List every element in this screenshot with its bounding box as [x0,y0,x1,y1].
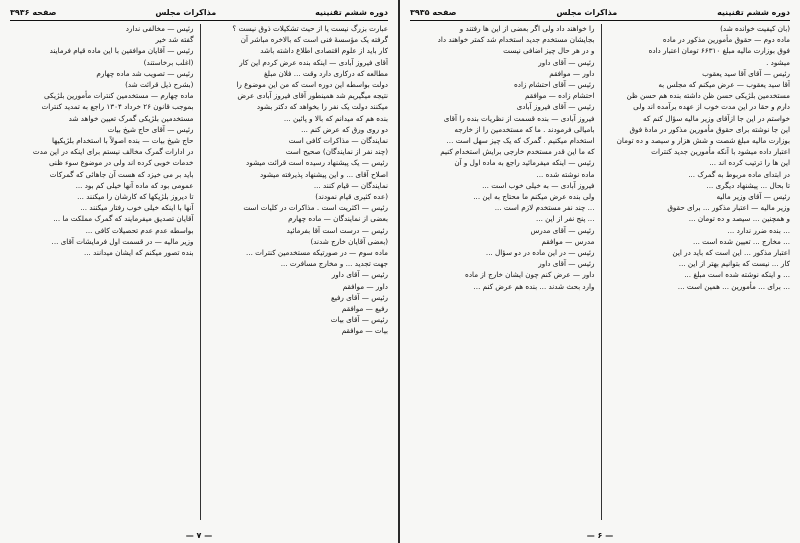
right-page-col-left [410,24,595,520]
text-line: رئیس — آقای رفیع [331,292,388,302]
text-line: آنها با اینکه خیلی خوب رفتار میکنند ... [80,203,194,213]
text-line: (بان کیفیت خوانده شد) [720,24,790,33]
text-line: را خواهند داد ولی اگر بعضی از این ها رفتند و [459,24,595,33]
right-page [400,0,800,543]
left-header-right: دوره ششم تقنینیه [315,7,388,17]
text-line: حاج شیخ بیات — بنده اصولاً با استخدام بلژیکیها [51,136,194,146]
left-page-number: — ۷ — [185,531,213,540]
text-line: بجایشان مستخدم جدید استخدام شد کمتر خواهند داد [437,35,595,45]
text-line: کار باید از علوم اقتصادی اطلاع داشته باشد [260,46,388,56]
text-line: میشود . [766,57,790,67]
text-line: ... بنده ضرر ندارد ... [727,225,790,235]
right-header-page-label: صفحه ۳۹۳۵ [410,7,457,17]
left-header-page-label: صفحه ۳۹۳۶ [10,7,57,17]
text-line: تا بحال ... پیشنهاد دیگری ... [706,180,790,190]
text-line: اصلاح آقای ... و این پیشنهاد پذیرفته میشود [259,169,388,179]
text-line: در ادارات گمرک مخالف نیستم برای اینکه در این مدت [32,147,194,157]
text-line: رئیس — اکثریت است . مذاکرات در کلیات است [243,203,388,213]
text-line: گفته شد خیر [155,35,194,45]
text-line: رئیس — آقایان موافقین با این ماده قیام فرمایند [49,46,194,56]
text-line: مستخدمین بلژیکی حسن ظن داشته بنده هم حسن ظن [626,91,790,101]
text-line: نمایندگان — مذاکرات کافی است [288,136,388,146]
left-page-col-right [200,24,389,520]
left-page-header [10,6,388,21]
text-line: تا دیروز بلژیکها که کارشان را میکنند ... [77,192,194,202]
text-line: داور — موافقم [342,281,388,291]
text-line: رئیس — آقای احتشام زاده [514,80,595,90]
text-line: (عده کثیری قیام نمودند) [315,192,388,202]
text-line: بوزارت مالیه مبلغ شصت و شش هزار و سیصد و ده تومان [616,136,790,146]
text-line: احتشام زاده — موافقم [524,91,595,101]
text-line: رئیس — مخالفی ندارد [125,24,194,33]
text-line: کار ... نیست که بتوانیم بهتر از این ... [678,259,790,269]
text-line: رئیس — آقای آقا سید یعقوب [702,68,790,78]
text-line: وارد بحث شدند ... بنده هم عرض کنم ... [473,281,595,291]
text-line: ماده سوم — در صورتیکه مستخدمین کنترات ... [246,248,388,258]
text-line: فیروز آبادی — به خیلی خوب است ... [482,180,595,190]
text-line: رئیس — آقای فیروز آبادی [516,102,595,112]
text-line: میکنند دولت یک نفر را بخواهد که دکتر بشود [256,102,388,112]
text-line: داور — عرض کنم چون ایشان خارج از ماده [465,270,595,280]
left-header-center: مذاکرات مجلس [155,7,217,17]
left-page-col-left [10,24,194,520]
text-line: این جا نوشته برای حقوق مأمورین مذکور در مادهٔ فوق [629,124,790,134]
text-line: (چند نفر از نمایندگان) صحیح است [285,147,388,157]
text-line: در ابتدای ماده مربوط به گمرک ... [688,169,790,179]
text-line: گرفته یک مؤسسهٔ فنی است که بالاخره مباشر آن [240,35,388,45]
text-line: وزیر مالیه — در قسمت اول فرمایشات آقای ... [51,236,194,246]
text-line: آقا سید یعقوب — عرض میکنم که مجلس به [658,80,790,90]
text-line: رئیس — درست است آقا بفرمائید [286,225,388,235]
text-line: دو روی ورق که عرض کنم ... [301,124,388,134]
text-line: رئیس — تصویب شد ماده چهارم [96,68,194,78]
text-line: بنده هم که میدانم که بالا و پائین ... [283,113,388,123]
text-line: رئیس — اینکه میفرمائید راجع به ماده اول و آن [454,158,595,168]
text-line: رئیس — آقای داور [331,270,388,280]
text-line: عبارت بزرگ نیست یا از حیث تشکیلات ذوق نیست ؟ [232,24,388,33]
left-page-columns [10,24,388,520]
text-line: دارم و حقا در این مدت خوب از عهده برآمده اند ولی [633,102,790,112]
text-line: استخدام میکنیم . گمرک که یک چیز سهل است ... [446,136,595,146]
right-page-header [410,6,790,21]
text-line: بیات — موافقم [341,326,388,336]
text-line: این ها را ترتیب کرده اند ... [709,158,790,168]
text-line: اعتبار مذکور ... این است که باید در این [672,248,790,258]
text-line: اعتبار داده میشود با آنکه مأمورین جدید کنترات [651,147,790,157]
text-line: بامیالی فرمودند . ما که مستخدمین را از خارجه [454,124,595,134]
text-line: ماده دوم — حقوق مأمورین مذکور در ماده [662,35,790,45]
text-line: ... و اینکه نوشته شده است مبلغ ... [684,270,790,280]
text-line: رئیس — آقای بیات [330,315,388,325]
text-line: رئیس — آقای داور [538,259,595,269]
text-line: رفیع — موافقم [341,304,388,314]
text-line: (اغلب برخاستند) [143,57,194,67]
right-page-number: — ۶ — [586,531,614,540]
text-line: و در هر حال چیز اضافی نیست [503,46,595,56]
right-header-center: مذاکرات مجلس [556,7,618,17]
text-line: بواسطه عدم عدم تحصیلات کافی ... [85,225,194,235]
text-line: رئیس — آقای وزیر مالیه [716,192,790,202]
text-line: نمایندگان — قیام کنند ... [313,180,388,190]
text-line: ... چند نفر مستخدم لازم است ... [494,203,595,213]
text-line: باید بر می خیزد که هست آن جاهائی که گمرکات [49,169,194,179]
text-line: (بشرح ذیل قرائت شد) [125,80,194,90]
text-line: آقای فیروز آبادی — اینکه بنده عرض کردم این کار [239,57,388,67]
text-line: ماده نوشته شده ... [536,169,595,179]
text-line: بموجب قانون ۲۶ خرداد ۱۳۰۴ راجع به تمدید کنترات [41,102,194,112]
text-line: رئیس — آقای مدرس [530,225,595,235]
text-line: جهت تجدید ... و مخارج مسافرت ... [280,259,388,269]
right-page-col-right [601,24,791,520]
text-line: مطالعه که درکاری دارد وقت ... فلان مبلغ [263,68,388,78]
text-line: نتیجه میگیریم شد همینطور آقای فیروز آبادی عرض [237,91,388,101]
right-page-columns [410,24,790,520]
text-line: فوق بوزارت مالیه مبلغ ۶۶۳۱۰ تومان اعتبار داده [648,46,790,56]
right-header-right: دوره ششم تقنینیه [717,7,790,17]
text-line: دولت بواسطه این دوره است که من این موضوع را [236,80,388,90]
text-line: رئیس — آقای داور [538,57,595,67]
text-line: داور — موافقم [549,68,595,78]
text-line: خواستم در این جا ازآقای وزیر مالیه سؤال کنم که [643,113,790,123]
text-line: عمومی بود که ماده آنها خیلی کم بود ... [75,180,194,190]
text-line: ولی بنده عرض میکنم ما محتاج به این ... [473,192,595,202]
text-line: بنده تصور میکنم که ایشان میدانند ... [83,248,194,258]
text-line: مدرس — موافقم [541,236,595,246]
text-line: ... پنج نفر از این ... [536,214,595,224]
text-line: آقایان تصدیق میفرمایند که گمرک مملکت ما ... [53,214,194,224]
text-line: وزیر مالیه — اعتبار مذکور ... برای حقوق [667,203,790,213]
text-line: که ما این قدر مستخدم خارجی برایش استخدام کنیم [440,147,595,157]
text-line: ... برای ... مأمورین ... همین است ... [677,281,790,291]
text-line: رئیس — آقای حاج شیخ بیات [107,124,194,134]
text-line: ماده چهارم — مستخدمین کنترات مأمورین بلژیکی [44,91,194,101]
text-line: ... مخارج ... تعیین شده است ... [693,236,790,246]
text-line: خدمات خوبی کرده اند ولی در موضوع سوء ظنی [48,158,194,168]
text-line: (بعضی آقایان خارج شدند) [310,236,388,246]
text-line: و همچنین ... سیصد و ده تومان ... [688,214,790,224]
text-line: رئیس — یک پیشنهاد رسیده است قرائت میشود [246,158,388,168]
text-line: بعضی از نمایندگان — ماده چهارم [288,214,388,224]
text-line: مستخدمین بلژیکی گمرک تعیین خواهد شد [68,113,194,123]
text-line: رئیس — در این ماده در دو سؤال ... [485,248,595,258]
text-line: فیروز آبادی — بنده قسمت از نظریات بنده را آقای [443,113,595,123]
